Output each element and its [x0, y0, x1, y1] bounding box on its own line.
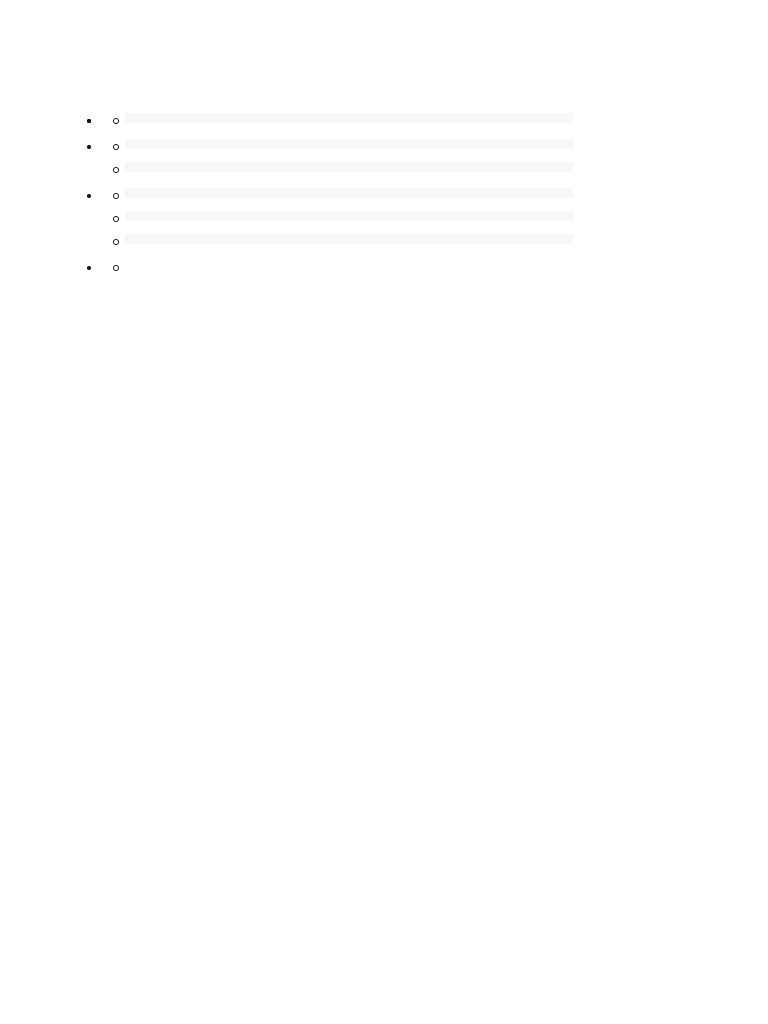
- topic-list: [72, 113, 592, 244]
- code-block: [125, 188, 573, 198]
- question-item: [99, 162, 592, 172]
- question-list: [99, 113, 592, 123]
- question-item: [99, 234, 592, 244]
- code-block: [125, 211, 573, 221]
- question-list: [99, 139, 592, 172]
- question-item: [99, 188, 592, 198]
- list-item: [72, 188, 592, 244]
- code-block: [125, 234, 573, 244]
- question-item: [99, 211, 592, 221]
- document-page: [72, 100, 592, 260]
- list-item: [72, 139, 592, 172]
- code-block: [125, 162, 573, 172]
- code-block: [125, 139, 573, 149]
- question-list: [99, 188, 592, 244]
- question-item: [99, 139, 592, 149]
- question-item: [99, 113, 592, 123]
- code-block: [125, 113, 573, 123]
- list-item: [72, 113, 592, 123]
